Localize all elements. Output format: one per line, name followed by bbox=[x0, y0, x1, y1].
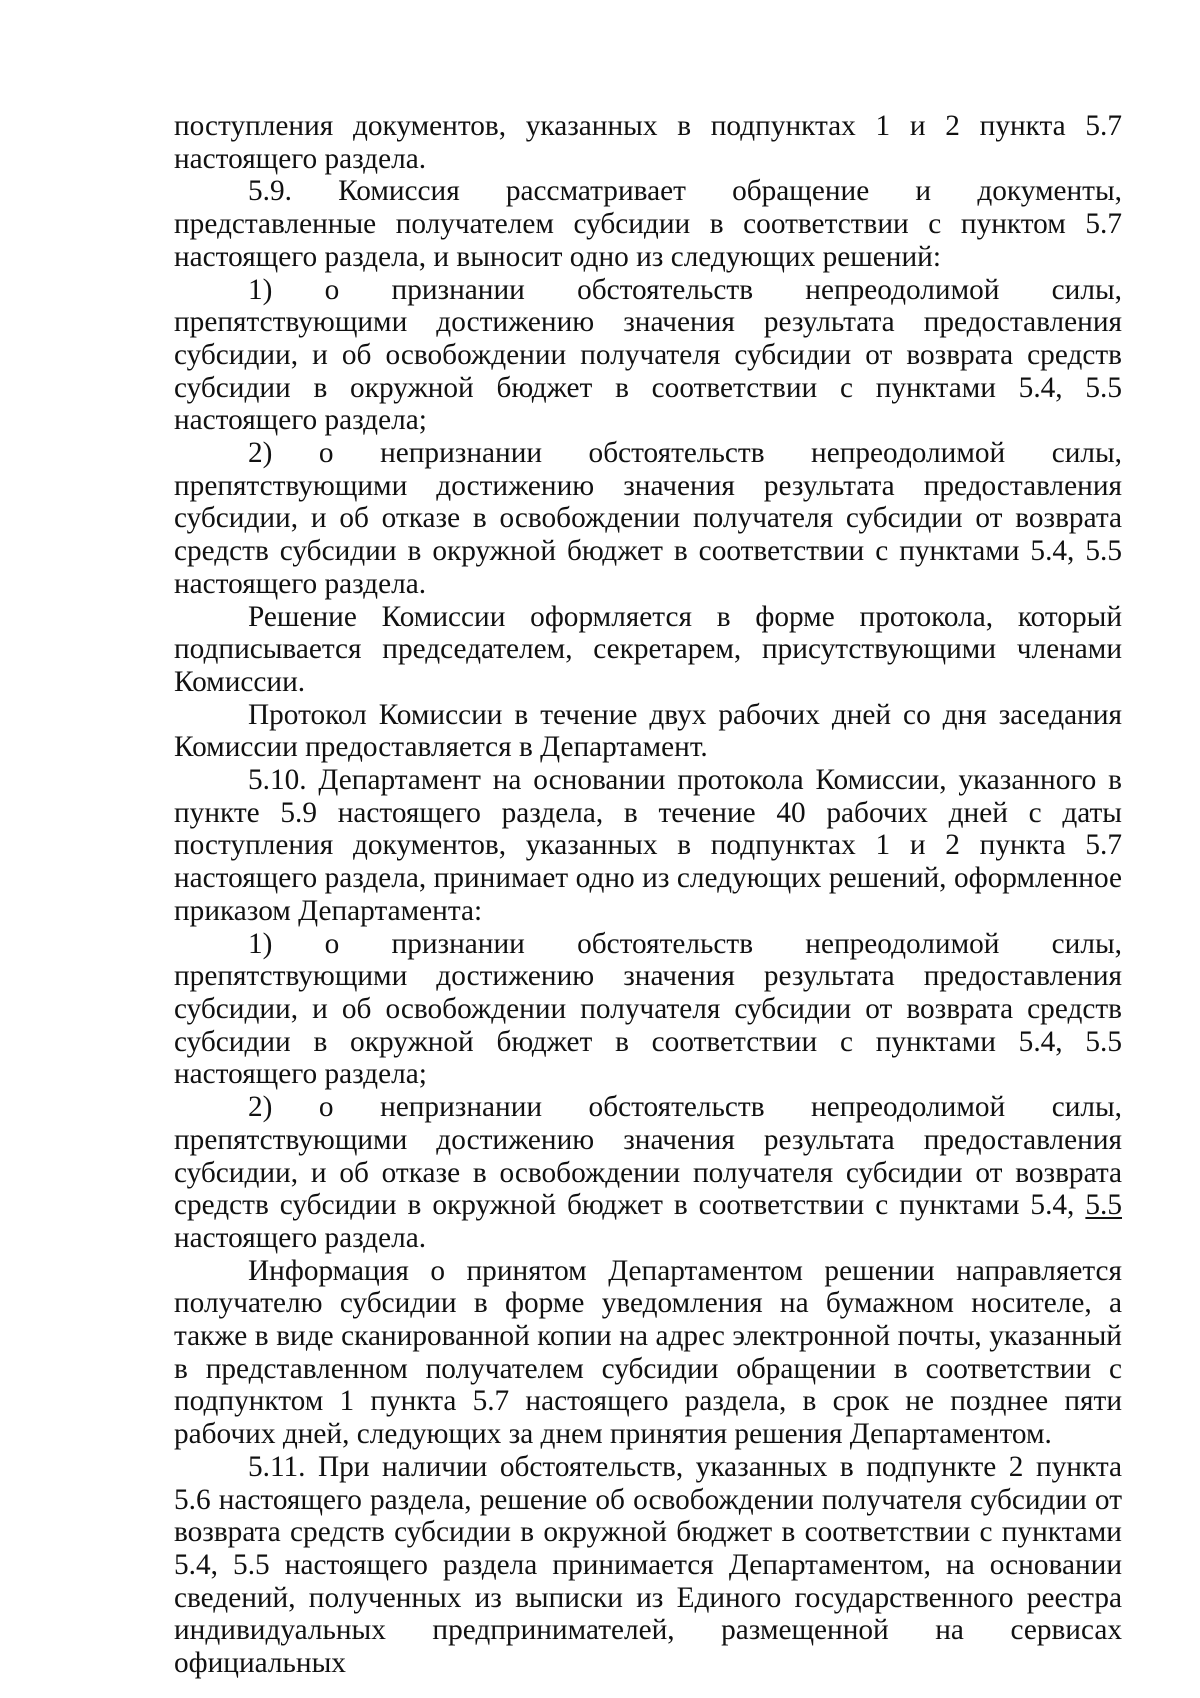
paragraph-notification bbox=[174, 1255, 1122, 1451]
paragraph-text: Протокол Комиссии в течение двух рабочих дней со дня заседания Комиссии предоставляется в Департамент. bbox=[174, 698, 1122, 764]
paragraph-text: 5.9. Комиссия рассматривает обращение и документы, представленные получателем субсидии в соответствии с пунктом 5.7 настоящего раздела, и выносит одно из следующих решений: bbox=[174, 175, 1122, 273]
paragraph-5-11 bbox=[174, 1451, 1122, 1680]
paragraph-continuation bbox=[174, 110, 1122, 175]
paragraph-text: 2) о непризнании обстоятельств непреодолимой силы, препятствующими достижению значения результата предоставления субсидии, и об отказе в освобождении получателя субсидии от возврата средств субсидии в окружной бюджет в соответствии с пунктами 5.4, 5.5 настоящего раздела. bbox=[174, 437, 1122, 600]
paragraph-text: Решение Комиссии оформляется в форме протокола, который подписывается председателем, секретарем, присутствующими членами Комиссии. bbox=[174, 600, 1122, 698]
paragraph-text: настоящего раздела. bbox=[174, 1221, 427, 1254]
paragraph-5-9 bbox=[174, 175, 1122, 273]
paragraph-commission-protocol bbox=[174, 699, 1122, 764]
paragraph-5-9-item-2 bbox=[174, 437, 1122, 601]
paragraph-5-10 bbox=[174, 764, 1122, 928]
paragraph-text: 2) о непризнании обстоятельств непреодолимой силы, препятствующими достижению значения результата предоставления субсидии, и об отказе в освобождении получателя субсидии от возврата средств субсидии в окружной бюджет в соответствии с пунктами 5.4, bbox=[174, 1091, 1122, 1222]
paragraph-text: 5.10. Департамент на основании протокола Комиссии, указанного в пункте 5.9 настоящего раздела, в течение 40 рабочих дней с даты поступления документов, указанных в подпунктах 1 и 2 пункта 5.7 настоящего раздела, принимает одно из следующих решений, оформленное приказом Департамента: bbox=[174, 764, 1122, 927]
paragraph-text: Информация о принятом Департаментом решении направляется получателю субсидии в форме уведомления на бумажном носителе, а также в виде сканированной копии на адрес электронной почты, указанный в представленном получателем субсидии обращении в соответствии с подпунктом 1 пункта 5.7 настоящего раздела, в срок не позднее пяти рабочих дней, следующих за днем принятия решения Департаментом. bbox=[174, 1254, 1122, 1451]
paragraph-text: поступления документов, указанных в подпунктах 1 и 2 пункта 5.7 настоящего раздела. bbox=[174, 110, 1122, 175]
paragraph-text: 1) о признании обстоятельств непреодолимой силы, препятствующими достижению значения результата предоставления субсидии, и об освобождении получателя субсидии от возврата средств субсидии в окружной бюджет в соответствии с пунктами 5.4, 5.5 настоящего раздела; bbox=[174, 927, 1122, 1091]
paragraph-5-9-item-1 bbox=[174, 274, 1122, 438]
clause-link-5-5[interactable]: 5.5 bbox=[1085, 1189, 1122, 1222]
paragraph-5-10-item-1 bbox=[174, 928, 1122, 1092]
document-page bbox=[174, 110, 1122, 1680]
paragraph-5-10-item-2 bbox=[174, 1091, 1122, 1255]
paragraph-text: 5.11. При наличии обстоятельств, указанных в подпункте 2 пункта 5.6 настоящего раздела, решение об освобождении получателя субсидии от возврата средств субсидии в окружной бюджет в соответствии с пунктами 5.4, 5.5 настоящего раздела принимается Департаментом, на основании сведений, полученных из выписки из Единого государственного реестра индивидуальных предпринимателей, размещенной на сервисах официальных bbox=[174, 1450, 1122, 1680]
paragraph-commission-decision bbox=[174, 601, 1122, 699]
paragraph-text: 1) о признании обстоятельств непреодолимой силы, препятствующими достижению значения результата предоставления субсидии, и об освобождении получателя субсидии от возврата средств субсидии в окружной бюджет в соответствии с пунктами 5.4, 5.5 настоящего раздела; bbox=[174, 273, 1122, 437]
